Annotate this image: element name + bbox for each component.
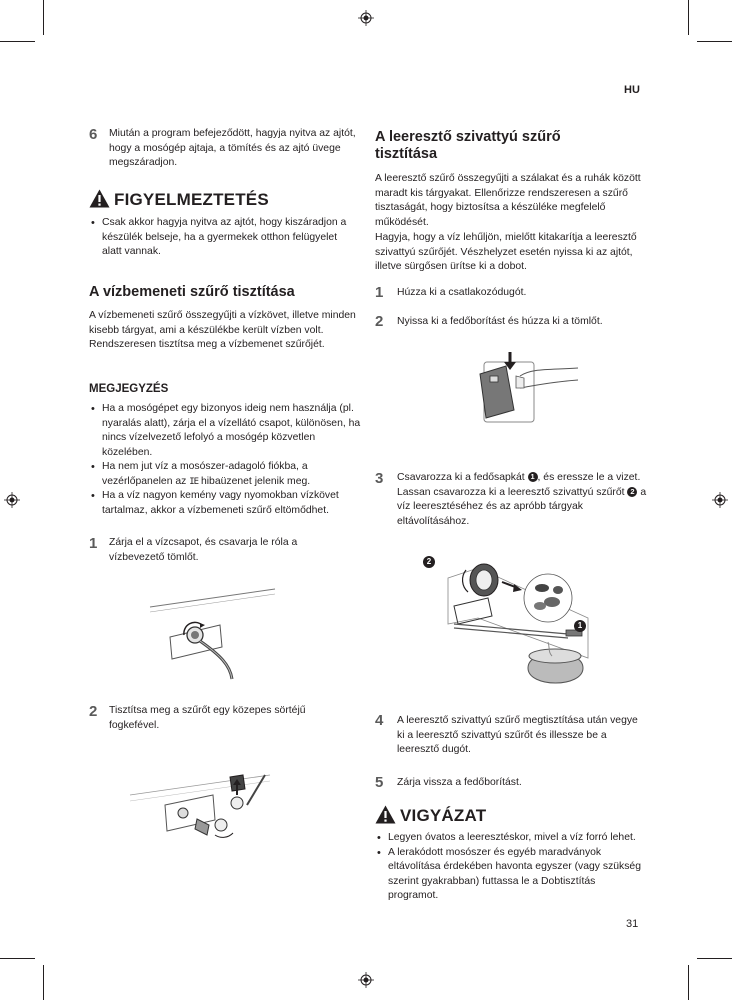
caution-icon [375, 805, 396, 824]
crop-mark [697, 958, 732, 959]
step-number: 2 [375, 313, 384, 330]
step-text-part: , és eressze le a vizet. Lassan csavarozza ki a leeresztő szivattyú szűrőt [397, 472, 641, 498]
crop-mark [43, 0, 44, 35]
marker-1: 1 [528, 472, 538, 482]
crop-mark [0, 958, 35, 959]
step-text-part: Csavarozza ki a fedősapkát [397, 472, 528, 483]
warning-item: • Csak akkor hagyja nyitva az ajtót, hogy kiszáradjon a készülék belseje, ha a gyermekek otthon felügyelet alatt vannak. [89, 216, 359, 260]
crop-mark [688, 0, 689, 35]
step-number: 4 [375, 712, 384, 729]
caution-list [375, 831, 645, 904]
step-number: 2 [89, 703, 98, 720]
language-code: HU [624, 84, 640, 96]
callout-1: 1 [574, 620, 586, 632]
page-number: 31 [626, 918, 639, 930]
section-intro: A vízbemeneti szűrő összegyűjti a vízkövet, illetve minden kisebb tárgyat, ami a készülékbe került vízben volt. Rendszeresen tisztítsa meg a vízbemenet szűrőjét. [89, 310, 356, 350]
step-number: 3 [375, 470, 384, 487]
step-text: Zárja el a vízcsapot, és csavarja le róla a vízbevezető tömlőt. [109, 537, 298, 563]
section-title: A vízbemeneti szűrő tisztítása [89, 284, 295, 300]
step-text: Nyissa ki a fedőborítást és húzza ki a tömlőt. [397, 316, 603, 327]
step-number: 6 [89, 126, 98, 143]
crop-mark [43, 965, 44, 1000]
crop-mark [697, 41, 732, 42]
error-code: IE [189, 476, 199, 487]
note-text: Ha nem jut víz a mosószer-adagoló fiókba, a vezérlőpanelen az [102, 461, 308, 487]
step-text: Húzza ki a csatlakozódugót. [397, 287, 527, 298]
marker-2: 2 [627, 487, 637, 497]
caution-item: • Legyen óvatos a leeresztéskor, mivel a víz forró lehet. [375, 831, 645, 846]
note-text: hibaüzenet jelenik meg. [198, 475, 311, 487]
warning-list [89, 216, 359, 260]
callout-2: 2 [423, 556, 435, 568]
warning-title: FIGYELMEZTETÉS [114, 190, 269, 209]
note-item [89, 460, 364, 489]
caution-item: • A lerakódott mosószer és egyéb maradványok eltávolítása érdekében havonta egyszer (vagy szükség szerint gyakrabban) futtassa le a Dobtisztítás programot. [375, 846, 645, 904]
registration-mark-icon [358, 10, 374, 26]
step-text [397, 471, 647, 529]
filter-cleaning-illustration [125, 765, 275, 845]
registration-mark-icon [712, 492, 728, 508]
registration-mark-icon [4, 492, 20, 508]
step-number: 1 [375, 284, 384, 301]
step-number: 5 [375, 774, 384, 791]
note-list [89, 402, 364, 518]
step-text-part: a víz leeresztéséhez és az apróbb tárgyak eltávolításához. [397, 486, 647, 527]
section-intro: Hagyja, hogy a víz lehűljön, mielőtt kitakarítja a leeresztő szivattyú szűrőjét. Vészhelyzet esetén nyissa ki az ajtót, illetve sürgősen ürítse ki a dobot. [375, 232, 637, 272]
registration-mark-icon [358, 972, 374, 988]
section-intro: A leeresztő szűrő összegyűjti a szálakat és a ruhák között maradt kis tárgyakat. Ellenőrizze rendszeresen a szűrő tisztaságát, hogy biztosítsa a készüléke megfelelő működését. [375, 173, 641, 228]
step-number: 1 [89, 535, 98, 552]
step-text: Zárja vissza a fedőborítást. [397, 777, 522, 788]
cover-open-illustration [470, 348, 580, 433]
note-title: MEGJEGYZÉS [89, 383, 169, 395]
step-text: A leeresztő szivattyú szűrő megtisztítása után vegye ki a leeresztő szivattyú szűrőt és illessze be a leeresztő dugót. [397, 715, 638, 755]
warning-icon [89, 189, 110, 208]
step-text: Miután a program befejeződött, hagyja nyitva az ajtót, hogy a mosógép ajtaja, a tömítés és az ajtó üvege megszáradjon. [109, 128, 356, 168]
step-text: Tisztítsa meg a szűrőt egy közepes sörtéjű fogkefével. [109, 705, 306, 731]
hose-disconnect-illustration [140, 585, 280, 680]
note-item: • Ha a mosógépet egy bizonyos ideig nem használja (pl. nyaralás alatt), zárja el a vízellátó csapot, különösen, ha nincs vízelvezető lefolyó a mosógép közvetlen közelében. [89, 402, 364, 460]
caution-title: VIGYÁZAT [400, 806, 487, 825]
crop-mark [0, 41, 35, 42]
crop-mark [688, 965, 689, 1000]
note-item: • Ha a víz nagyon kemény vagy nyomokban vízkövet tartalmaz, akkor a vízbemeneti szűrő eltömődhet. [89, 489, 364, 518]
section-title: A leeresztő szivattyú szűrő tisztítása [375, 129, 561, 162]
drain-filter-illustration [418, 548, 593, 693]
